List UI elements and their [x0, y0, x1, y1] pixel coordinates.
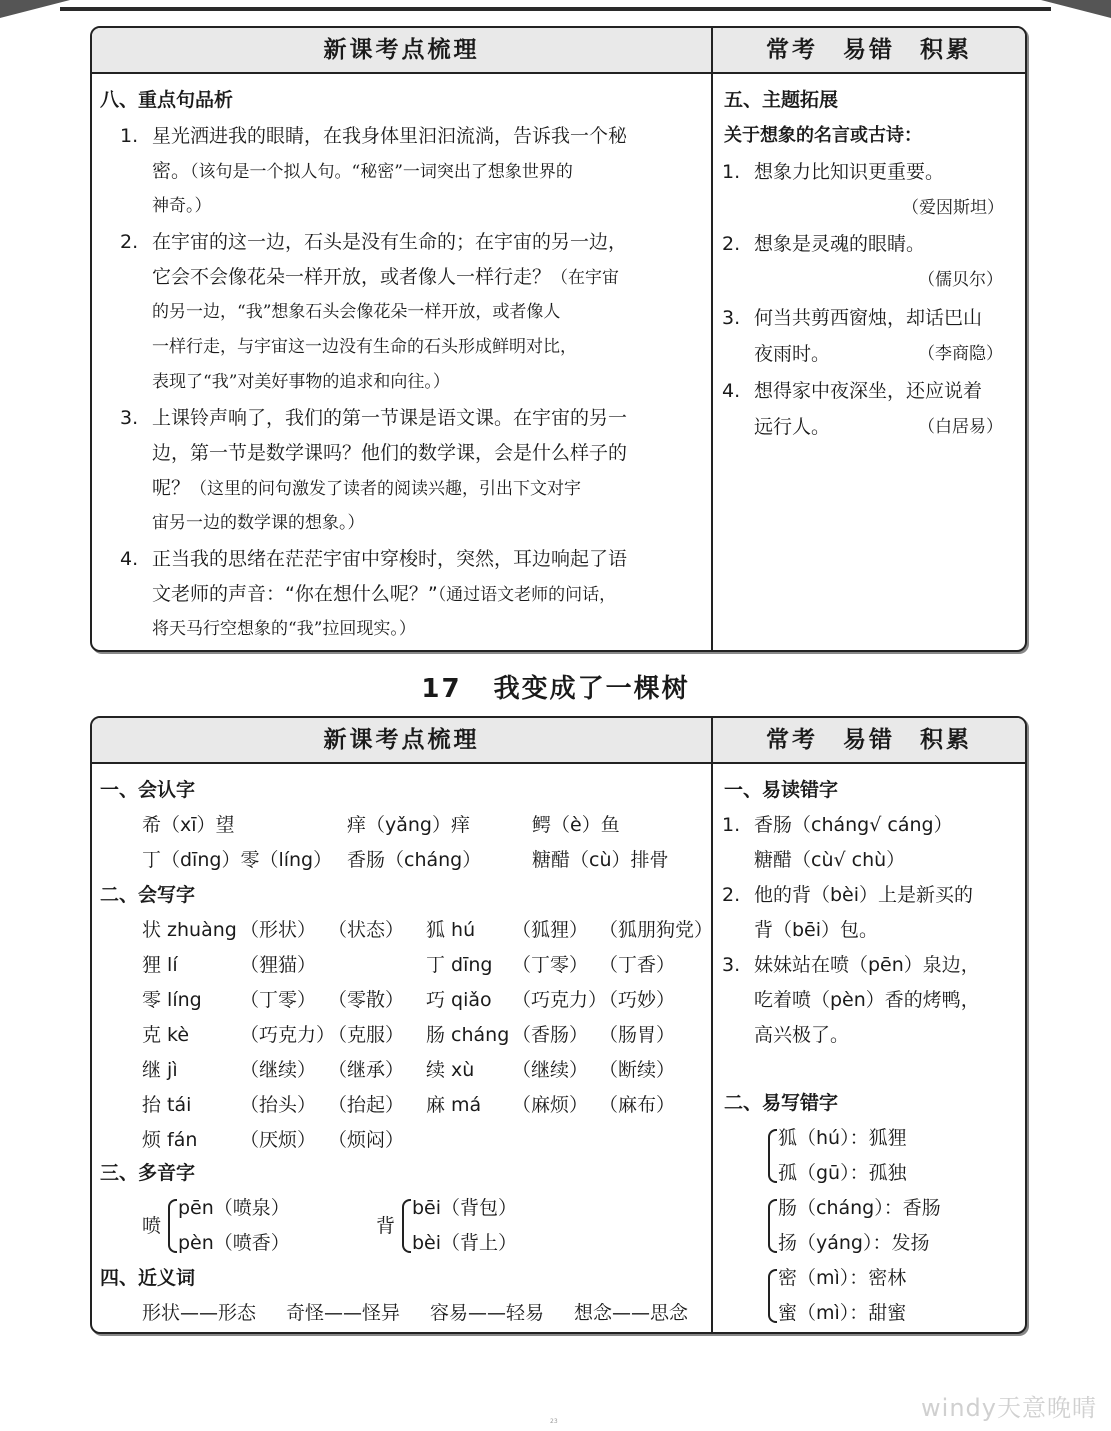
top-rule-bar	[60, 7, 1051, 11]
write-word: （狐朋狗党）	[599, 919, 714, 941]
miswrite-item: 肠（cháng）：香肠	[778, 1197, 941, 1219]
sentence-1-text: 密。	[152, 160, 191, 182]
polyphone-char: 背	[376, 1215, 396, 1237]
quote-1-text: 想象力比知识更重要。	[754, 161, 945, 183]
quote-2-text: 想象是灵魂的眼睛。	[754, 233, 926, 255]
write-word: （狐狸）	[512, 919, 589, 941]
header-left-title: 新课考点梳理	[323, 727, 480, 753]
brace	[402, 1199, 411, 1253]
sentence-2-text: 它会不会像花朵一样开放，或者像人一样行走？	[152, 266, 552, 288]
section-write-heading: 二、会写字	[100, 884, 196, 906]
lesson-title	[0, 668, 1111, 705]
right-section-heading: 五、主题拓展	[724, 89, 839, 111]
write-word: （厌烦）	[240, 1129, 317, 1151]
misread-line: 他的背（bèi）上是新买的	[754, 884, 974, 906]
sentence-1-number: 1.	[120, 125, 139, 147]
misread-line: 糖醋（cù√ chù）	[754, 849, 906, 871]
sentence-2-line-2	[152, 265, 619, 290]
write-word: （香肠）	[512, 1024, 589, 1046]
write-word: （继续）	[512, 1059, 589, 1081]
misread-number: 2.	[722, 884, 741, 906]
write-char: 零 líng	[142, 989, 202, 1011]
write-word: （继承）	[328, 1059, 405, 1081]
write-word: （克服）	[328, 1024, 405, 1046]
write-char: 肠 cháng	[426, 1024, 510, 1046]
quote-3-line-1: 何当共剪西窗烛，却话巴山	[754, 307, 983, 329]
write-char: 烦 fán	[142, 1129, 198, 1151]
top-rule	[0, 0, 1111, 18]
write-char: 克 kè	[142, 1024, 190, 1046]
miswrite-item: 扬（yáng）：发扬	[778, 1232, 930, 1254]
write-word: （麻布）	[599, 1094, 676, 1116]
write-char: 抬 tái	[142, 1094, 192, 1116]
write-word: （巧克力）	[512, 989, 608, 1011]
quote-2-number: 2.	[722, 233, 741, 255]
page-number: 23	[550, 1418, 558, 1425]
write-word: （状态）	[328, 919, 405, 941]
sentence-2-number: 2.	[120, 231, 139, 253]
quote-1-author: （爱因斯坦）	[902, 198, 1004, 218]
recognize-item: 痒（yǎng）痒	[347, 814, 470, 836]
section-synonym-heading: 四、近义词	[100, 1267, 196, 1289]
write-char: 麻 má	[426, 1094, 482, 1116]
sentence-4-line-3: 将天马行空想象的“我”拉回现实。）	[152, 619, 416, 639]
polyphone-reading: bèi（背上）	[412, 1232, 518, 1254]
write-word: （巧克力）	[240, 1024, 336, 1046]
write-char: 状 zhuàng	[142, 919, 237, 941]
sentence-1-line-3: 神奇。）	[152, 196, 212, 216]
write-char: 丁 dīng	[426, 954, 493, 976]
sentence-1-line-1: 星光洒进我的眼睛，在我身体里汩汩流淌，告诉我一个秘	[152, 125, 628, 147]
write-word: （继续）	[240, 1059, 317, 1081]
synonym-pair: 奇怪——怪异	[286, 1302, 401, 1324]
miswrite-heading: 二、易写错字	[724, 1092, 839, 1114]
miswrite-item: 孤（gū）：孤独	[778, 1162, 907, 1184]
brace	[768, 1129, 777, 1183]
brace	[168, 1199, 177, 1253]
sentence-2-line-5: 表现了“我”对美好事物的追求和向往。）	[152, 372, 450, 392]
sentence-4-note: （通过语文老师的问话，	[437, 585, 617, 605]
synonym-pair: 容易——轻易	[430, 1302, 545, 1324]
section-recognize-heading: 一、会认字	[100, 779, 196, 801]
lesson-number: 17	[421, 674, 462, 704]
sentence-4-number: 4.	[120, 548, 139, 570]
misread-number: 3.	[722, 954, 741, 976]
misread-number: 1.	[722, 814, 741, 836]
quote-1-number: 1.	[722, 161, 741, 183]
polyphone-char: 喷	[142, 1215, 162, 1237]
write-word: （狸猫）	[240, 954, 317, 976]
header-right-title: 常考 易错 积累	[765, 727, 972, 753]
sentence-1-line-2	[152, 159, 573, 184]
sentence-4-text: 文老师的声音：“你在想什么呢？”	[152, 583, 438, 605]
header-right-title: 常考 易错 积累	[765, 37, 972, 63]
write-char: 巧 qiǎo	[426, 989, 492, 1011]
brace	[768, 1199, 777, 1253]
sentence-3-line-1: 上课铃声响了，我们的第一节课是语文课。在宇宙的另一	[152, 407, 628, 429]
sentence-3-text: 呢？	[152, 477, 191, 499]
write-word: （断续）	[599, 1059, 676, 1081]
quote-3-number: 3.	[722, 307, 741, 329]
polyphone-reading: bēi（背包）	[412, 1197, 518, 1219]
review-box-1	[90, 26, 1027, 652]
sentence-4-line-1: 正当我的思绪在茫茫宇宙中穿梭时，突然，耳边响起了语	[152, 548, 628, 570]
synonym-pair: 形状——形态	[142, 1302, 257, 1324]
sentence-2-line-3: 的另一边，“我”想象石头会像花朵一样开放，或者像人	[152, 302, 561, 322]
right-subtitle: 关于想象的名言或古诗：	[724, 125, 922, 146]
polyphone-reading: pèn（喷香）	[178, 1232, 290, 1254]
recognize-item: 香肠（cháng）	[347, 849, 482, 871]
write-word: （零散）	[328, 989, 405, 1011]
misread-line: 高兴极了。	[754, 1024, 850, 1046]
sentence-2-note: （在宇宙	[551, 268, 620, 288]
write-char: 继 jì	[142, 1059, 178, 1081]
brace	[768, 1269, 777, 1323]
lesson-name: 我变成了一棵树	[493, 674, 690, 704]
polyphone-reading: pēn（喷泉）	[178, 1197, 290, 1219]
misread-line: 背（bēi）包。	[754, 919, 879, 941]
sentence-1-note: （该句是一个拟人句。“秘密”一词突出了想象世界的	[190, 162, 573, 182]
sentence-4-line-2	[152, 582, 616, 607]
misread-heading: 一、易读错字	[724, 779, 839, 801]
write-char: 续 xù	[426, 1059, 475, 1081]
miswrite-item: 狐（hú）：狐狸	[778, 1127, 907, 1149]
recognize-item: 希（xī）望	[142, 814, 235, 836]
column-divider	[711, 28, 713, 650]
sentence-3-line-2: 边，第一节是数学课吗？他们的数学课，会是什么样子的	[152, 442, 628, 464]
header-left-title: 新课考点梳理	[323, 37, 480, 63]
write-word: （烦闷）	[328, 1129, 405, 1151]
misread-line: 妹妹站在喷（pēn）泉边，	[754, 954, 980, 976]
write-word: （麻烦）	[512, 1094, 589, 1116]
watermark: windy天意晚晴	[921, 1394, 1097, 1422]
section-polyphone-heading: 三、多音字	[100, 1162, 196, 1184]
sentence-3-note: （这里的问句激发了读者的阅读兴趣，引出下文对宇	[190, 479, 582, 499]
recognize-item: 糖醋（cù）排骨	[532, 849, 669, 871]
misread-line: 香肠（cháng√ cáng）	[754, 814, 953, 836]
write-word: （形状）	[240, 919, 317, 941]
write-word: （丁零）	[240, 989, 317, 1011]
recognize-item: 丁（dīng）零（líng）	[142, 849, 333, 871]
write-word: （丁零）	[512, 954, 589, 976]
write-word: （抬头）	[240, 1094, 317, 1116]
quote-4-number: 4.	[722, 380, 741, 402]
write-char: 狸 lí	[142, 954, 178, 976]
write-word: （肠胃）	[599, 1024, 676, 1046]
quote-4-line-1: 想得家中夜深坐，还应说着	[754, 380, 983, 402]
quote-3-author: （李商隐）	[918, 344, 1003, 364]
miswrite-item: 蜜（mì）：甜蜜	[778, 1302, 907, 1324]
write-word: （丁香）	[599, 954, 676, 976]
sentence-3-line-3	[152, 476, 581, 501]
top-rule-right-corner	[1041, 0, 1111, 18]
sentence-3-line-4: 宙另一边的数学课的想象。）	[152, 513, 365, 533]
column-divider	[711, 718, 713, 1332]
miswrite-item: 密（mì）：密林	[778, 1267, 907, 1289]
write-char: 狐 hú	[426, 919, 476, 941]
section-heading: 八、重点句品析	[100, 89, 234, 111]
sentence-3-number: 3.	[120, 407, 139, 429]
write-word: （抬起）	[328, 1094, 405, 1116]
misread-line: 吃着喷（pèn）香的烤鸭，	[754, 989, 980, 1011]
sentence-2-line-4: 一样行走，与宇宙这一边没有生命的石头形成鲜明对比，	[152, 337, 577, 357]
quote-4-line-2: 远行人。	[754, 416, 831, 438]
synonym-pair: 想念——思念	[574, 1302, 689, 1324]
review-box-2	[90, 716, 1027, 1334]
recognize-item: 鳄（è）鱼	[532, 814, 620, 836]
quote-2-author: （儒贝尔）	[918, 270, 1003, 290]
quote-3-line-2: 夜雨时。	[754, 343, 831, 365]
sentence-2-line-1: 在宇宙的这一边，石头是没有生命的；在宇宙的另一边，	[152, 231, 628, 253]
quote-4-author: （白居易）	[918, 417, 1003, 437]
write-word: （巧妙）	[599, 989, 676, 1011]
